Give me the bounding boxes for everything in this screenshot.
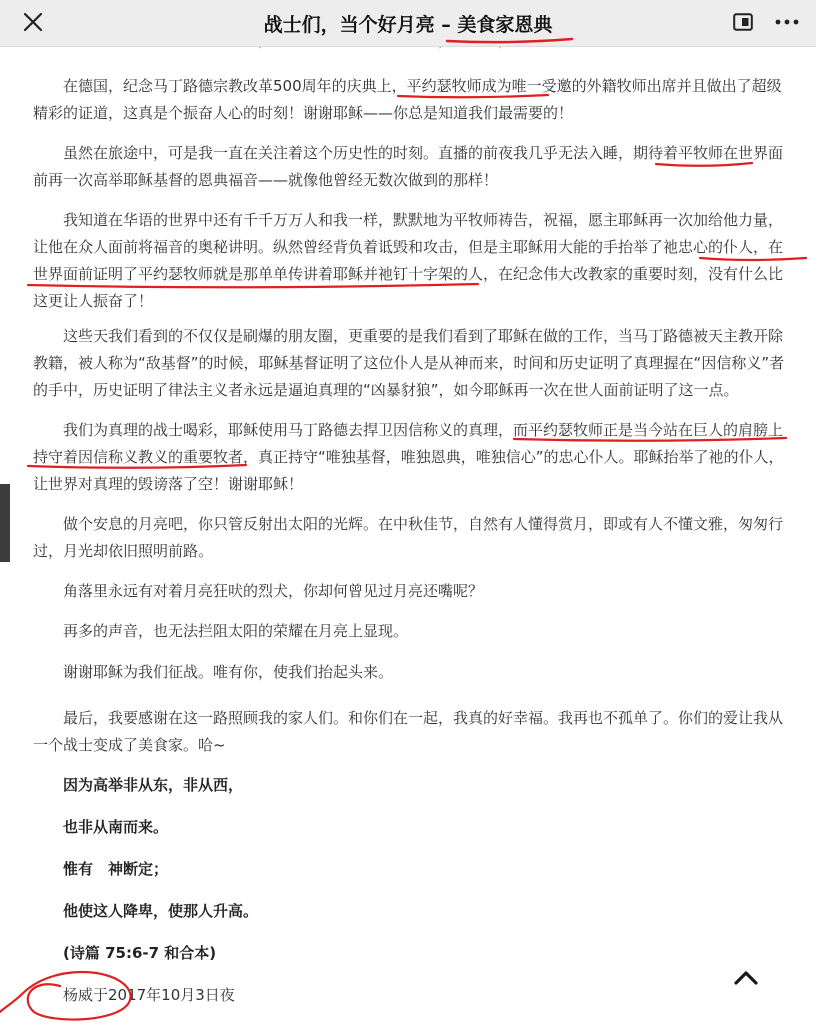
scroll-to-top-button[interactable]	[724, 956, 768, 1000]
more-button[interactable]	[774, 12, 800, 32]
article-paragraph: 角落里永远有对着月亮狂吠的烈犬，你却何曾见过月亮还嘴呢？	[63, 582, 484, 600]
verse-line: 也非从南而来。	[63, 818, 169, 836]
article-paragraph: 我们为真理的战士喝彩，耶稣使用马丁路德去捍卫因信称义的真理，而平约瑟牧师正是当今站在巨人的肩膀上持守着因信称义教义的重要牧者，真正持守“唯独基督，唯独恩典，唯独信心”的忠心仆人。耶稣抬举了祂的仆人，让世界对真理的毁谤落了空！谢谢耶稣！	[33, 421, 784, 493]
top-navigation-bar	[0, 0, 816, 47]
close-icon	[20, 9, 46, 35]
article-paragraph: 我知道在华语的世界中还有千千万万人和我一样，默默地为平牧师祷告，祝福，愿主耶稣再一次加给他力量，让他在众人面前将福音的奥秘讲明。纵然曾经背负着诋毁和攻击，但是主耶稣用大能的手抬举了祂忠心的仆人，在世界面前证明了平约瑟牧师就是那单单传讲着耶稣并祂钉十字架的人，在纪念伟大改教家的重要时刻，没有什么比这更让人振奋了！	[33, 211, 784, 310]
article-paragraph: 最后，我要感谢在这一路照顾我的家人们。和你们在一起，我真的好幸福。我再也不孤单了。你们的爱让我从一个战士变成了美食家。哈~	[33, 709, 784, 754]
article-paragraph: 在德国，纪念马丁路德宗教改革500周年的庆典上，平约瑟牧师成为唯一受邀的外籍牧师出席并且做出了超级精彩的证道，这真是个振奋人心的时刻！谢谢耶稣——你总是知道我们最需要的！	[33, 77, 782, 122]
article-paragraph: 做个安息的月亮吧，你只管反射出太阳的光辉。在中秋佳节，自然有人懂得赏月，即或有人不懂文雅，匆匆行过，月光却依旧照明前路。	[33, 515, 784, 560]
side-edge-marker	[0, 484, 10, 562]
verse-reference: (诗篇 75:6-7 和合本)	[63, 944, 217, 962]
chevron-up-icon	[724, 956, 768, 1000]
article-paragraph: 再多的声音，也无法拦阻太阳的荣耀在月亮上显现。	[63, 622, 409, 640]
floating-window-icon	[733, 13, 753, 31]
article-paragraph: 谢谢耶稣为我们征战。唯有你，使我们抬起头来。	[63, 663, 394, 681]
verse-line: 他使这人降卑，使那人升高。	[63, 902, 259, 920]
page-title-part2: 美食家恩典	[457, 14, 553, 36]
more-icon	[774, 12, 800, 32]
page-title	[130, 10, 686, 37]
verse-line: 惟有 神断定；	[63, 860, 169, 878]
article-paragraph: 这些天我们看到的不仅仅是刷爆的朋友圈，更重要的是我们看到了耶稣在做的工作，当马丁路德被天主教开除教籍，被人称为“敌基督”的时候，耶稣基督证明了这位仆人是从神而来，时间和历史证明了真理握在“因信称义”者的手中，历史证明了律法主义者永远是逼迫真理的“凶暴豺狼”，如今耶稣再一次在世人面前证明了这一点。	[33, 327, 785, 399]
floating-window-button[interactable]	[733, 13, 753, 31]
signature-line: 杨威于2017年10月3日夜	[63, 986, 235, 1004]
verse-line: 因为高举非从东，非从西，	[63, 776, 244, 794]
close-button[interactable]	[20, 9, 46, 35]
article-paragraph: 虽然在旅途中，可是我一直在关注着这个历史性的时刻。直播的前夜我几乎无法入睡，期待着平牧师在世界面前再一次高举耶稣基督的恩典福音——就像他曾经无数次做到的那样！	[33, 144, 784, 189]
page-title-part1: 战士们，当个好月亮 –	[263, 14, 458, 36]
